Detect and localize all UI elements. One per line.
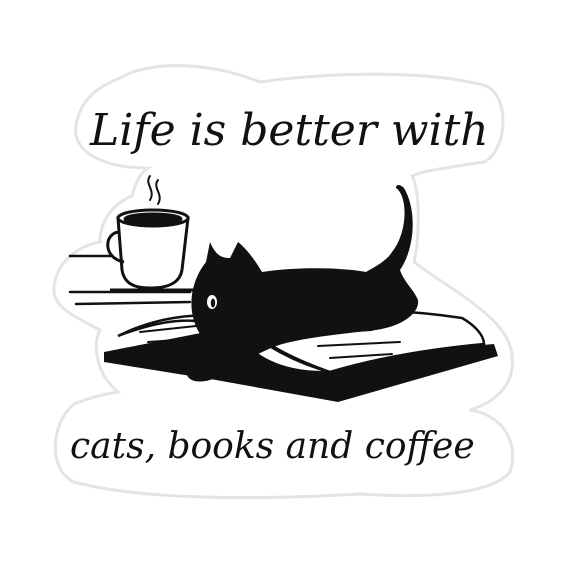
- headline-top: Life is better with: [90, 105, 489, 156]
- headline-bottom: cats, books and coffee: [70, 426, 475, 467]
